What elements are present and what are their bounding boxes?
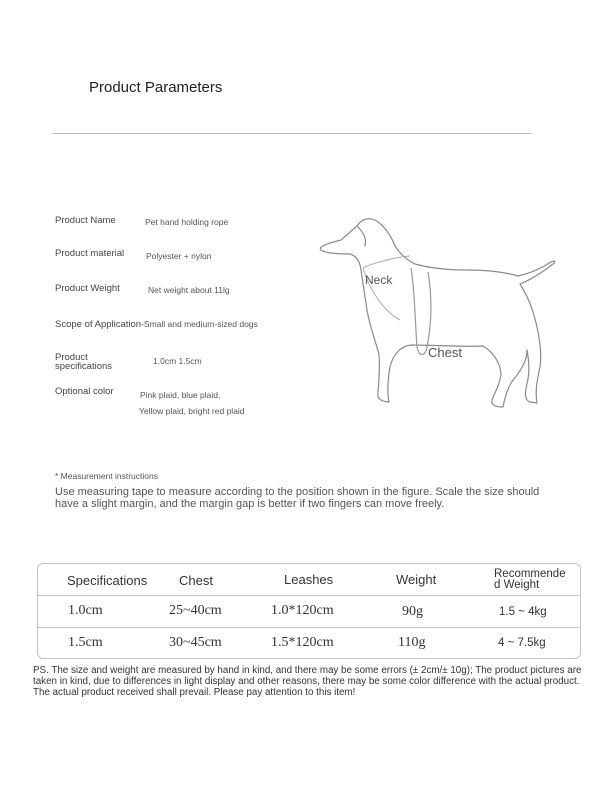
param-value-color-line1: Pink plaid, blue plaid,: [140, 390, 221, 400]
param-value-weight: Net weight about 11lg: [148, 285, 230, 295]
table-cell: 90g: [402, 604, 423, 619]
param-label-scope-text: Scope of Application: [55, 319, 142, 330]
table-row-divider: [38, 595, 580, 596]
table-cell: 30~45cm: [169, 635, 222, 650]
neck-label: Neck: [365, 273, 393, 287]
table-header-recommended-line1: Recommende: [494, 568, 566, 580]
chest-label: Chest: [428, 345, 462, 360]
table-cell: 1.0cm: [68, 603, 103, 618]
table-cell: 4 ~ 7.5kg: [498, 637, 546, 649]
table-cell: 110g: [398, 635, 426, 650]
param-value-scope: -Small and medium-sized dogs: [141, 319, 258, 329]
table-cell: 1.5 ~ 4kg: [499, 606, 547, 618]
table-header-chest: Chest: [179, 573, 213, 588]
param-label-specs: [55, 353, 112, 371]
param-value-material: Polyester + nylon: [146, 251, 212, 261]
measurement-title: * Measurement instructions: [55, 471, 158, 481]
table-row-divider: [38, 627, 580, 628]
param-label-specs-line1: Product: [55, 352, 88, 363]
param-value-specs: 1.0cm 1.5cm: [153, 356, 202, 366]
table-header-recommended-line2: d Weight: [494, 579, 540, 591]
page-title: Product Parameters: [89, 79, 223, 96]
param-label-weight: Product Weight: [55, 283, 120, 294]
param-label-material: Product material: [55, 248, 125, 259]
table-header-specifications: Specifications: [67, 573, 148, 588]
param-label-specs-line2: specifications: [55, 361, 113, 372]
param-label-product-name: Product Name: [55, 215, 116, 226]
table-cell: 1.5cm: [68, 635, 103, 650]
measurement-body: Use measuring tape to measure according to the position shown in the figure. Scale the size should have a slight margin, and the margin gap is better if two fingers can move freely.: [55, 486, 540, 510]
param-label-scope: [55, 319, 258, 330]
table-header-recommended-weight: [494, 569, 566, 591]
table-header-weight: Weight: [396, 572, 437, 587]
param-value-product-name: Pet hand holding rope: [145, 217, 229, 227]
param-value-color-line2: Yellow plaid, bright red plaid: [139, 406, 245, 416]
size-table: [37, 563, 581, 659]
dog-illustration: [315, 212, 560, 417]
table-cell: 25~40cm: [169, 603, 222, 618]
table-cell: 1.0*120cm: [271, 603, 334, 618]
title-divider: [52, 133, 532, 134]
param-label-color: Optional color: [55, 386, 114, 397]
ps-note: PS. The size and weight are measured by hand in kind, and there may be some errors (± 2cm/± 10g); The product pictures are taken in kind, due to differences in light display and other reasons, there may be some color difference with the actual product. The actual product received shall prevail. Please pay attention to this item!: [33, 665, 582, 698]
table-header-leashes: Leashes: [284, 572, 334, 587]
table-cell: 1.5*120cm: [271, 635, 334, 650]
